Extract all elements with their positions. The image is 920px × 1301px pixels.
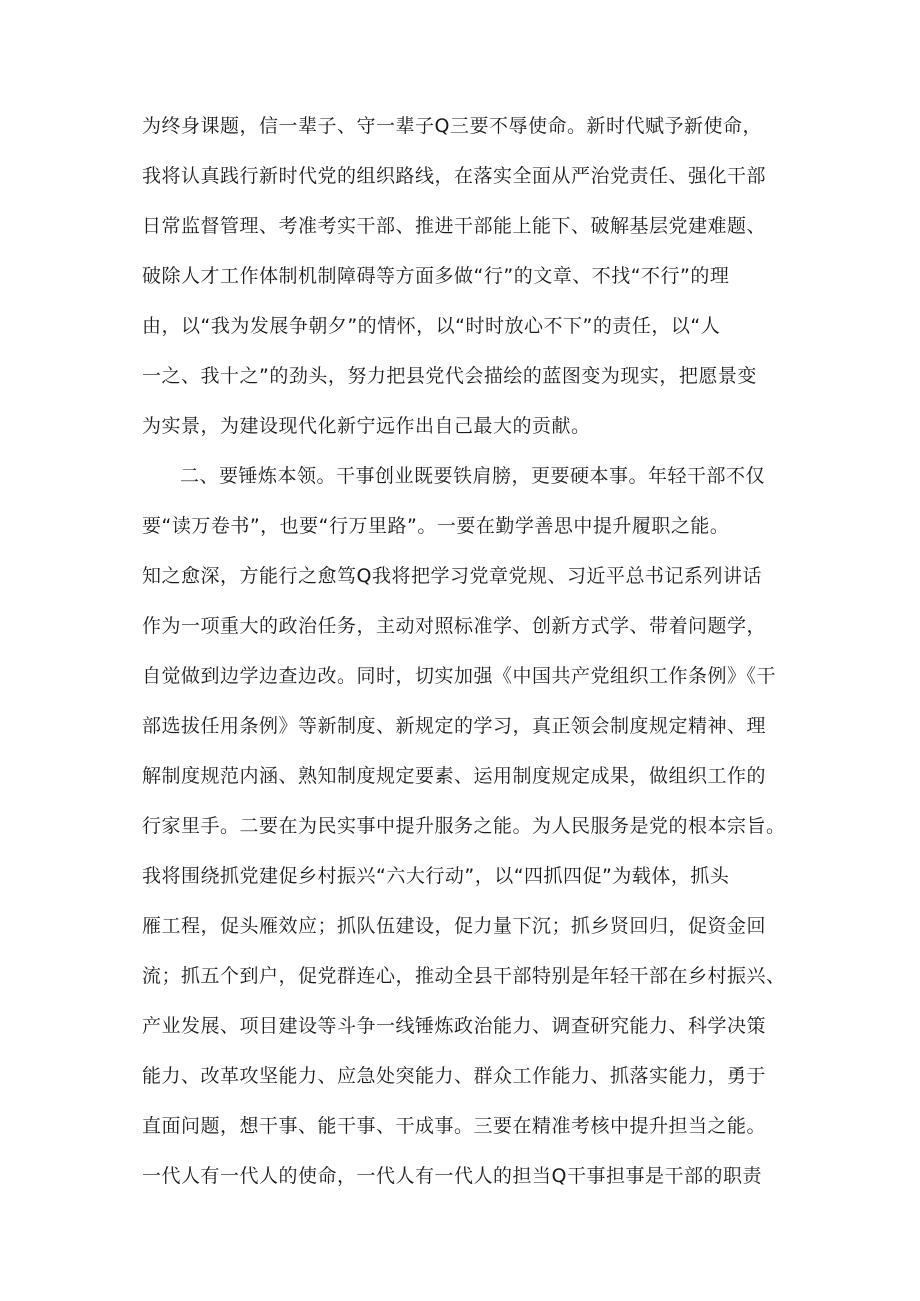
text-line: 由，以“我为发展争朝夕”的情怀，以“时时放心不下”的责任，以“人 [142,315,721,337]
text-line: 能力、改革攻坚能力、应急处突能力、群众工作能力、抓落实能力，勇于 [142,1065,767,1087]
paragraph-first-line: 二、要锤炼本领。干事创业既要铁肩膀，更要硬本事。年轻干部不仅 [180,465,766,487]
text-line: 一之、我十之”的劲头，努力把县党代会描绘的蓝图变为现实，把愿景变 [142,365,757,387]
text-line: 破除人才工作体制机制障碍等方面多做“行”的文章、不找“不行”的理 [142,265,730,287]
text-line: 解制度规范内涵、熟知制度规定要素、运用制度规定成果，做组织工作的 [142,765,767,787]
text-line: 自觉做到边学边查边改。同时，切实加强《中国共产党组织工作条例》《干 [142,665,777,687]
text-line: 雁工程，促头雁效应；抓队伍建设，促力量下沉；抓乡贤回归，促资金回 [142,915,767,937]
text-line: 我将围绕抓党建促乡村振兴“六大行动”，以“四抓四促”为载体，抓头 [142,865,730,887]
text-line: 流；抓五个到户，促党群连心，推动全县干部特别是年轻干部在乡村振兴、 [142,965,786,987]
text-line: 知之愈深，方能行之愈笃Q我将把学习党章党规、习近平总书记系列讲话 [142,565,762,587]
text-line: 作为一项重大的政治任务，主动对照标准学、创新方式学、带着问题学， [142,615,767,637]
text-line: 直面问题，想干事、能干事、干成事。三要在精准考核中提升担当之能。 [142,1115,767,1137]
text-line: 我将认真践行新时代党的组织路线，在落实全面从严治党责任、强化干部 [142,165,767,187]
text-line: 产业发展、项目建设等斗争一线锤炼政治能力、调查研究能力、科学决策 [142,1015,767,1037]
text-line: 要“读万卷书”，也要“行万里路”。一要在勤学善思中提升履职之能。 [142,515,730,537]
text-line: 行家里手。二要在为民实事中提升服务之能。为人民服务是党的根本宗旨。 [142,815,786,837]
text-line: 为终身课题，信一辈子、守一辈子Q三要不辱使命。新时代赋予新使命， [142,115,762,137]
text-line: 一代人有一代人的使命，一代人有一代人的担当Q干事担事是干部的职责 [142,1165,762,1187]
text-line: 为实景，为建设现代化新宁远作出自己最大的贡献。 [142,415,591,437]
text-line: 部选拔任用条例》等新制度、新规定的学习，真正领会制度规定精神、理 [142,715,767,737]
text-line: 日常监督管理、考准考实干部、推进干部能上能下、破解基层党建难题、 [142,215,767,237]
